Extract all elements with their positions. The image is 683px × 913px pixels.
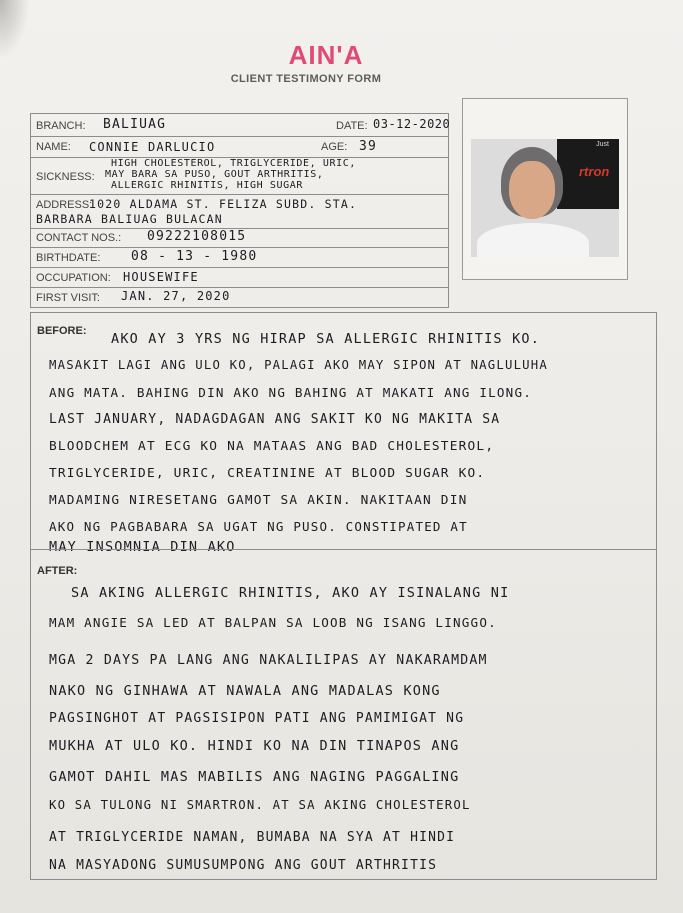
after-line: NA MASYADONG SUMUSUMPONG ANG GOUT ARTHRITIS: [49, 858, 438, 873]
after-line: MAM ANGIE SA LED AT BALPAN SA LOOB NG ISANG LINGGO.: [49, 615, 497, 630]
contact-row: [31, 229, 448, 248]
first-visit-row: [31, 288, 448, 307]
person-shirt: [477, 223, 589, 257]
before-line: AKO AY 3 YRS NG HIRAP SA ALLERGIC RHINITIS KO.: [111, 331, 541, 347]
before-label: BEFORE:: [37, 325, 87, 337]
sickness-label: SICKNESS:: [36, 171, 95, 183]
address-line: 1020 ALDAMA ST. FELIZA SUBD. STA.: [89, 197, 358, 211]
after-line: PAGSINGHOT AT PAGSISIPON PATI ANG PAMIMIGAT NG: [49, 711, 465, 726]
client-photo: [471, 139, 619, 257]
person-face: [509, 161, 555, 219]
client-photo-frame: [462, 98, 628, 280]
before-line: TRIGLYCERIDE, URIC, CREATININE AT BLOOD SUGAR KO.: [49, 466, 486, 481]
before-line: MASAKIT LAGI ANG ULO KO, PALAGI AKO MAY SIPON AT NAGLULUHA: [49, 358, 548, 372]
age-value: 39: [359, 139, 378, 154]
occupation-value: HOUSEWIFE: [123, 270, 199, 284]
before-line: MAY INSOMNIA DIN AKO: [49, 539, 236, 555]
after-line: SA AKING ALLERGIC RHINITIS, AKO AY ISINALANG NI: [71, 585, 510, 601]
contact-value: 09222108015: [147, 229, 247, 244]
client-info-table: [30, 113, 449, 308]
contact-label: CONTACT NOS.:: [36, 232, 122, 244]
date-label: DATE:: [336, 120, 368, 132]
birthdate-label: BIRTHDATE:: [36, 252, 101, 264]
after-label: AFTER:: [37, 565, 78, 577]
photo-background-brand: rtron: [579, 164, 610, 179]
after-line: AT TRIGLYCERIDE NAMAN, BUMABA NA SYA AT HINDI: [49, 830, 456, 845]
testimony-box: [30, 312, 657, 880]
form-title: CLIENT TESTIMONY FORM: [230, 73, 382, 85]
photo-background-text: Just: [596, 141, 609, 148]
branch-label: BRANCH:: [36, 120, 86, 132]
first-visit-value: JAN. 27, 2020: [121, 289, 231, 303]
before-line: BLOODCHEM AT ECG KO NA MATAAS ANG BAD CHOLESTEROL,: [49, 439, 495, 454]
after-line: KO SA TULONG NI SMARTRON. AT SA AKING CHOLESTEROL: [49, 798, 471, 812]
name-row: [31, 137, 448, 158]
address-label: ADDRESS:: [36, 199, 93, 211]
corner-shadow: [0, 0, 30, 60]
age-label: AGE:: [321, 141, 348, 153]
occupation-label: OCCUPATION:: [36, 272, 111, 284]
address-line: BARBARA BALIUAG BULACAN: [36, 212, 223, 226]
address-row: [31, 195, 448, 229]
after-line: NAKO NG GINHAWA AT NAWALA ANG MADALAS KONG: [49, 683, 441, 699]
before-line: ANG MATA. BAHING DIN AKO NG BAHING AT MAKATI ANG ILONG.: [49, 385, 533, 400]
birthdate-value: 08 - 13 - 1980: [131, 249, 258, 264]
before-line: LAST JANUARY, NADAGDAGAN ANG SAKIT KO NG MAKITA SA: [49, 412, 501, 427]
sickness-line: HIGH CHOLESTEROL, TRIGLYCERIDE, URIC,: [111, 158, 356, 169]
aina-logo: AIN'A: [288, 40, 364, 70]
occupation-row: [31, 268, 448, 288]
sickness-row: [31, 158, 448, 195]
after-line: MGA 2 DAYS PA LANG ANG NAKALILIPAS AY NAKARAMDAM: [49, 653, 488, 668]
date-value: 03-12-2020: [373, 117, 451, 131]
branch-row: [31, 114, 451, 137]
after-line: MUKHA AT ULO KO. HINDI KO NA DIN TINAPOS ANG: [49, 738, 460, 754]
name-label: NAME:: [36, 141, 71, 153]
before-line: MADAMING NIRESETANG GAMOT SA AKIN. NAKITAAN DIN: [49, 493, 468, 508]
birthdate-row: [31, 248, 448, 268]
before-after-divider: [31, 549, 656, 550]
after-line: GAMOT DAHIL MAS MABILIS ANG NAGING PAGGALING: [49, 769, 460, 785]
before-line: AKO NG PAGBABARA SA UGAT NG PUSO. CONSTIPATED AT: [49, 519, 468, 534]
branch-value: BALIUAG: [103, 117, 167, 132]
sickness-line: ALLERGIC RHINITIS, HIGH SUGAR: [111, 180, 303, 191]
sickness-line: MAY BARA SA PUSO, GOUT ARTHRITIS,: [105, 169, 324, 180]
name-value: CONNIE DARLUCIO: [89, 140, 216, 154]
first-visit-label: FIRST VISIT:: [36, 292, 100, 304]
